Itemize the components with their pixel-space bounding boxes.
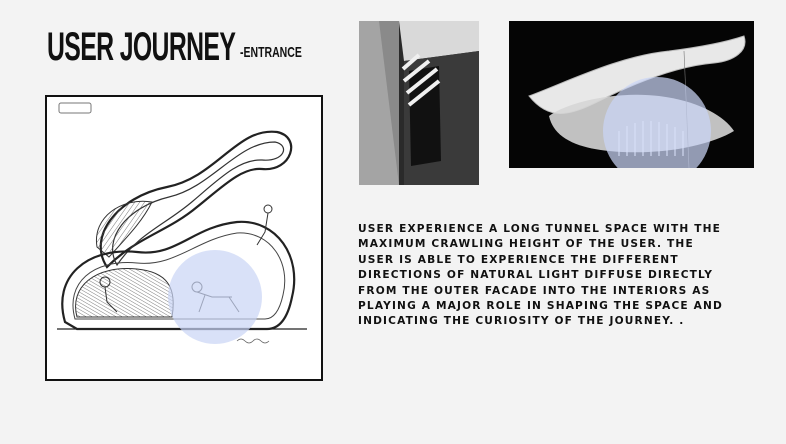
description-text: USER EXPERIENCE A LONG TUNNEL SPACE WITH THE MAXIMUM CRAWLING HEIGHT OF THE USER. THE USER IS ABLE TO EXPERIENCE THE DIFFERENT DIRECTIONS OF NATURAL LIGHT DIFFUSE DIRECTLY FROM THE OUTER FACADE INTO THE INTERIORS AS PLAYING A MAJOR ROLE IN SHAPING THE SPACE AND INDICATING THE CURIOSITY OF THE JOURNEY. . (358, 223, 723, 328)
tunnel-photo-image (359, 21, 479, 185)
tunnel-photo (359, 21, 479, 185)
sketch-drawing (45, 95, 323, 381)
sketch-illustration (47, 97, 321, 379)
model-photo-image (509, 21, 754, 168)
page-title: USER JOURNEY (47, 25, 236, 69)
page-subtitle: -ENTRANCE (240, 44, 302, 61)
model-photo (509, 21, 754, 168)
